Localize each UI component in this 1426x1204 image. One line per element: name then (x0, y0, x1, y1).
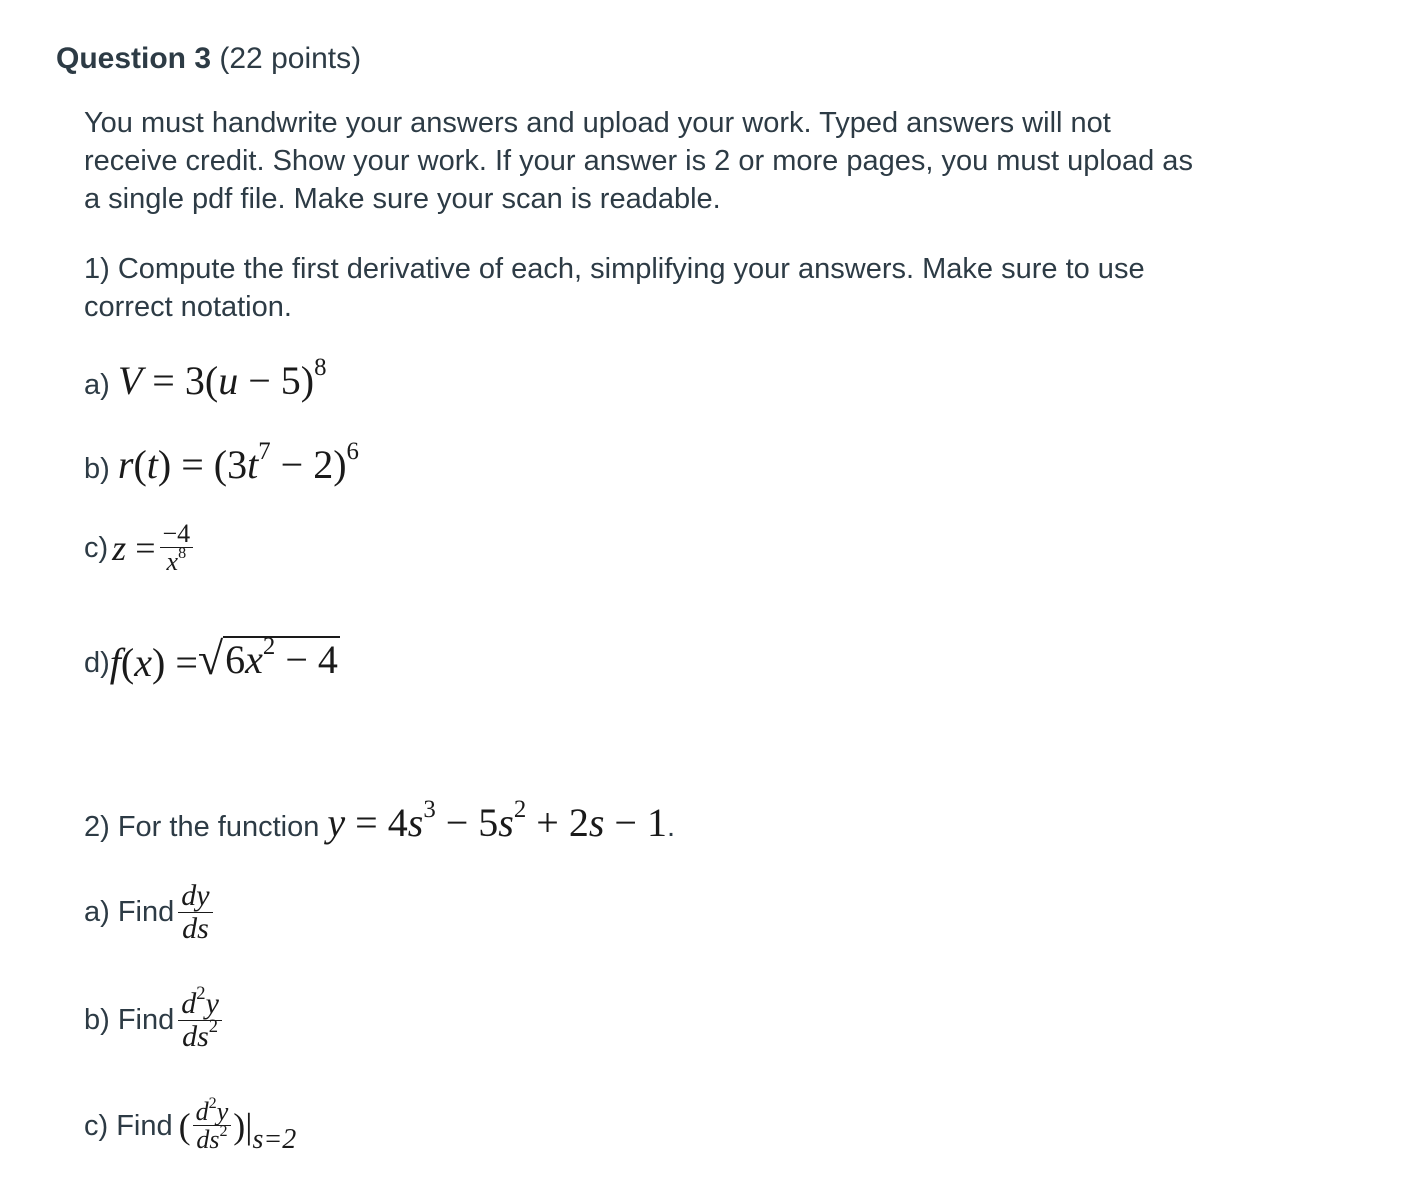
equation-c: z = (112, 527, 156, 568)
equation-a: $V = 3(u - 5)^8$ (117, 354, 327, 403)
part2-item-c: c) Find ( $\frac{d^2y}{ds^2}$ )| s=2 (84, 1098, 296, 1154)
item-label: b) Find (84, 1004, 175, 1036)
instructions-line-1: You must handwrite your answers and upload your work. Typed answers will not (84, 107, 1111, 139)
instructions-line-3: a single pdf file. Make sure your scan is readable. (84, 183, 721, 215)
part2-intro: 2) For the function $y = 4s^3 - 5s^2 + 2s - 1$. (84, 796, 676, 845)
sqrt-expression: √ $6x^2 - 4$ (197, 633, 338, 684)
equation-d-lhs: f(x) = (109, 640, 198, 685)
part1-item-a (84, 354, 327, 406)
part1-line-2: correct notation. (84, 291, 292, 323)
question-points: (22 points) (219, 42, 362, 75)
part2-item-a (84, 880, 217, 944)
evaluation-subscript: s=2 (252, 1123, 297, 1155)
item-label: a) (84, 369, 110, 401)
instructions-line-2: receive credit. Show your work. If your answer is 2 or more pages, you must upload as (84, 145, 1193, 177)
part1-line-1: 1) Compute the first derivative of each, simplifying your answers. Make sure to use (84, 253, 1145, 285)
fraction-c: $\frac{-4}{x^8}$ (160, 520, 194, 576)
item-label: d) (84, 647, 110, 679)
equation-b: $r(t) = (3t^7 - 2)^6$ (117, 438, 359, 487)
question-title (56, 42, 361, 76)
item-label: a) Find (84, 896, 175, 928)
part2-item-b (84, 983, 226, 1053)
function-equation: $y = 4s^3 - 5s^2 + 2s - 1$ (327, 796, 667, 845)
part1-item-d (84, 633, 340, 685)
fraction-d2y-ds2: $\frac{d^2y}{ds^2}$ (178, 988, 222, 1052)
item-label: c) Find (84, 1109, 173, 1142)
part1-item-b (84, 438, 359, 490)
fraction-d2y-ds2-eval: $\frac{d^2y}{ds^2}$ (193, 1098, 232, 1154)
question-number: Question 3 (56, 42, 212, 75)
part1-item-c (84, 520, 197, 576)
item-label: c) (84, 531, 109, 564)
item-label: b) (84, 453, 110, 485)
fraction-dy-ds: $\frac{dy}{ds}$ (178, 880, 212, 944)
